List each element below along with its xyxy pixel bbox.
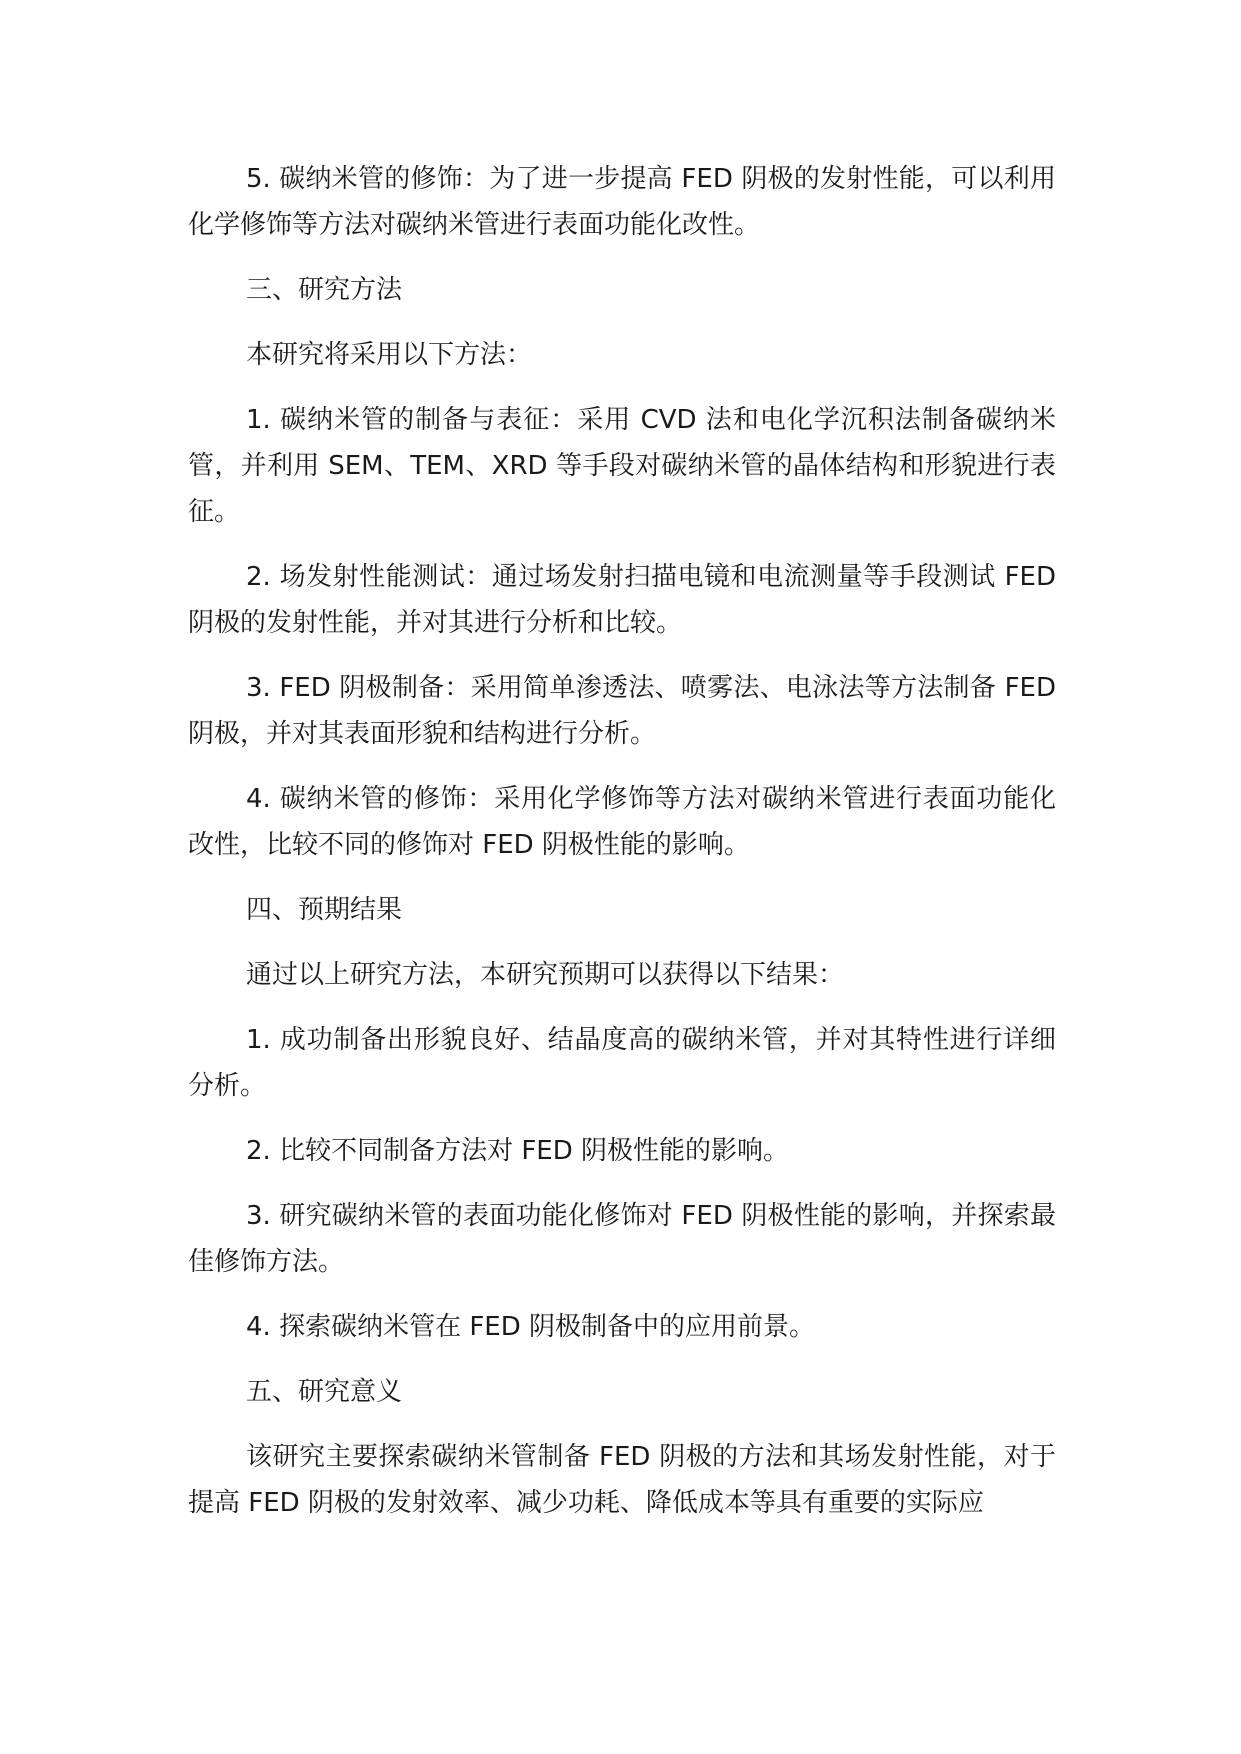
paragraph-method-2: 2. 场发射性能测试：通过场发射扫描电镜和电流测量等手段测试 FED 阴极的发射性能，并对其进行分析和比较。: [188, 562, 1056, 638]
paragraph-significance: 该研究主要探索碳纳米管制备 FED 阴极的方法和其场发射性能，对于提高 FED 阴极的发射效率、减少功耗、降低成本等具有重要的实际应: [188, 1442, 1056, 1518]
paragraph-result-1: 1. 成功制备出形貌良好、结晶度高的碳纳米管，并对其特性进行详细分析。: [188, 1025, 1056, 1101]
paragraph-method-4: 4. 碳纳米管的修饰：采用化学修饰等方法对碳纳米管进行表面功能化改性，比较不同的修饰对 FED 阴极性能的影响。: [188, 784, 1056, 860]
paragraph-method-1: 1. 碳纳米管的制备与表征：采用 CVD 法和电化学沉积法制备碳纳米管，并利用 SEM、TEM、XRD 等手段对碳纳米管的晶体结构和形貌进行表征。: [188, 405, 1056, 527]
paragraph-methods-intro: 本研究将采用以下方法：: [246, 340, 533, 370]
section-heading-significance: 五、研究意义: [246, 1377, 403, 1407]
paragraph-result-3: 3. 研究碳纳米管的表面功能化修饰对 FED 阴极性能的影响，并探索最佳修饰方法。: [188, 1201, 1056, 1277]
section-heading-expected-results: 四、预期结果: [246, 895, 403, 925]
document-page: [188, 156, 1056, 1545]
paragraph-results-intro: 通过以上研究方法，本研究预期可以获得以下结果：: [246, 960, 845, 990]
paragraph-result-2: 2. 比较不同制备方法对 FED 阴极性能的影响。: [246, 1136, 790, 1166]
paragraph-cnt-modification: 5. 碳纳米管的修饰：为了进一步提高 FED 阴极的发射性能，可以利用化学修饰等方法对碳纳米管进行表面功能化改性。: [188, 164, 1056, 240]
paragraph-result-4: 4. 探索碳纳米管在 FED 阴极制备中的应用前景。: [246, 1312, 816, 1342]
section-heading-research-methods: 三、研究方法: [246, 275, 403, 305]
paragraph-method-3: 3. FED 阴极制备：采用简单渗透法、喷雾法、电泳法等方法制备 FED 阴极，并对其表面形貌和结构进行分析。: [188, 673, 1056, 749]
